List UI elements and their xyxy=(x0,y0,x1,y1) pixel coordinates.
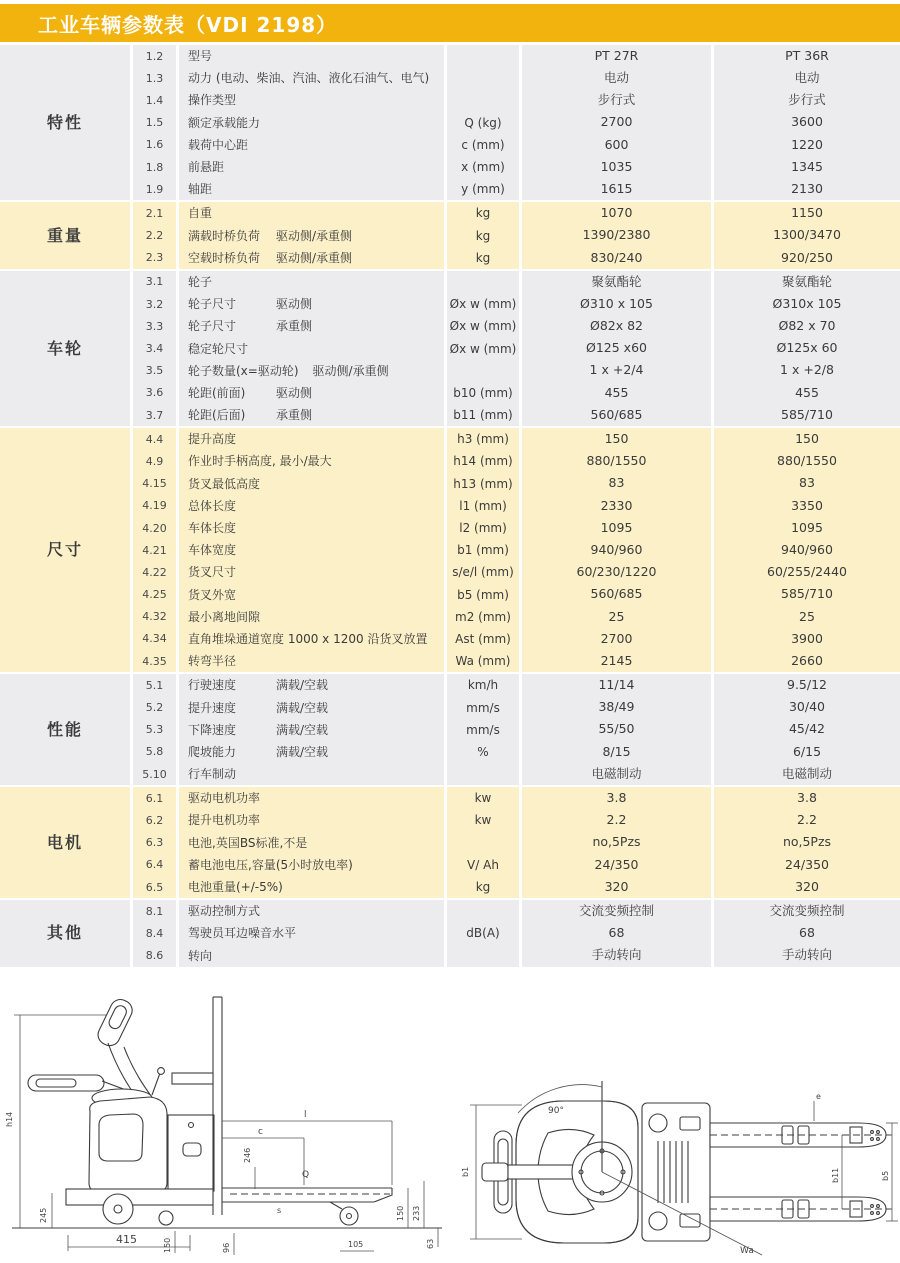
row-no: 1.5 xyxy=(133,112,176,134)
row-desc xyxy=(179,315,444,337)
row-unit: c (mm) xyxy=(447,134,519,156)
row-unit: km/h xyxy=(447,674,519,696)
row-desc xyxy=(179,382,444,404)
row-desc-sub: 驱动侧/承重侧 xyxy=(276,228,353,243)
row-value-model2: 1220 xyxy=(714,134,900,156)
row-value-model1: 聚氨酯轮 xyxy=(522,271,711,293)
row-no: 4.15 xyxy=(133,473,176,495)
row-value-model2: 9.5/12 xyxy=(714,674,900,696)
row-no: 6.4 xyxy=(133,854,176,876)
section-label: 其他 xyxy=(0,900,130,967)
row-desc xyxy=(179,539,444,561)
row-value-model1: 2700 xyxy=(522,628,711,650)
row-value-model2: 45/42 xyxy=(714,719,900,741)
dim-233: 233 xyxy=(412,1205,421,1221)
dim-wa: Wa xyxy=(740,1246,754,1256)
row-value-model1: 1615 xyxy=(522,178,711,200)
dim-150a: 150 xyxy=(163,1237,172,1253)
row-desc xyxy=(179,473,444,495)
row-value-model2: 940/960 xyxy=(714,539,900,561)
row-no: 5.1 xyxy=(133,674,176,696)
row-value-model1: 电磁制动 xyxy=(522,763,711,785)
row-value-model1: 1 x +2/4 xyxy=(522,360,711,382)
row-value-model2: Ø125x 60 xyxy=(714,337,900,359)
row-value-model1: 68 xyxy=(522,922,711,944)
row-desc xyxy=(179,134,444,156)
row-no: 4.34 xyxy=(133,628,176,650)
row-no: 2.1 xyxy=(133,202,176,224)
row-desc-main: 轮子数量(x=驱动轮) xyxy=(188,363,299,378)
row-unit xyxy=(447,67,519,89)
row-unit: kg xyxy=(447,247,519,269)
top-view-drawing xyxy=(452,1073,900,1263)
row-unit: Ast (mm) xyxy=(447,628,519,650)
section-label: 电机 xyxy=(0,787,130,898)
row-value-model2: Ø310x 105 xyxy=(714,293,900,315)
row-desc xyxy=(179,787,444,809)
row-desc-main: 提升电机功率 xyxy=(188,813,261,828)
row-no: 3.5 xyxy=(133,360,176,382)
dim-246: 246 xyxy=(243,1147,252,1163)
row-desc-main: 稳定轮尺寸 xyxy=(188,341,249,356)
row-no: 5.10 xyxy=(133,763,176,785)
row-value-model1: 940/960 xyxy=(522,539,711,561)
row-no: 3.7 xyxy=(133,404,176,426)
page-header xyxy=(0,4,900,42)
row-unit: s/e/l (mm) xyxy=(447,561,519,583)
row-unit: m2 (mm) xyxy=(447,606,519,628)
row-value-model2: 1 x +2/8 xyxy=(714,360,900,382)
row-value-model1: 1390/2380 xyxy=(522,225,711,247)
row-desc-sub: 驱动侧/承重侧 xyxy=(276,250,353,265)
row-value-model1: 交流变频控制 xyxy=(522,900,711,922)
row-no: 3.3 xyxy=(133,315,176,337)
row-desc-main: 驾驶员耳边噪音水平 xyxy=(188,926,297,941)
row-no: 3.6 xyxy=(133,382,176,404)
row-value-model1: 1070 xyxy=(522,202,711,224)
row-desc-sub: 驱动侧/承重侧 xyxy=(312,363,389,378)
row-desc-main: 载荷中心距 xyxy=(188,137,249,152)
technical-drawings xyxy=(0,985,900,1263)
row-unit: kg xyxy=(447,225,519,247)
row-desc-sub: 驱动侧 xyxy=(276,385,313,400)
row-value-model2: 3350 xyxy=(714,495,900,517)
row-unit: Q (kg) xyxy=(447,112,519,134)
row-value-model2: 2660 xyxy=(714,650,900,672)
row-no: 8.6 xyxy=(133,945,176,967)
dim-96: 96 xyxy=(222,1242,231,1253)
section-label: 重量 xyxy=(0,202,130,269)
row-value-model1: 150 xyxy=(522,428,711,450)
page-title: 工业车辆参数表（VDI 2198） xyxy=(38,12,338,37)
row-desc xyxy=(179,719,444,741)
row-unit: Wa (mm) xyxy=(447,650,519,672)
row-desc xyxy=(179,271,444,293)
row-value-model2: 150 xyxy=(714,428,900,450)
row-value-model2: 电动 xyxy=(714,67,900,89)
section-label: 性能 xyxy=(0,674,130,785)
dim-415: 415 xyxy=(116,1233,137,1246)
dim-h14: h14 xyxy=(5,1111,14,1127)
row-value-model2: PT 36R xyxy=(714,45,900,67)
row-unit: h14 (mm) xyxy=(447,450,519,472)
row-desc-main: 轮子尺寸 xyxy=(188,319,237,334)
row-desc xyxy=(179,247,444,269)
row-unit: mm/s xyxy=(447,719,519,741)
row-desc-main: 爬坡能力 xyxy=(188,744,237,759)
row-desc xyxy=(179,225,444,247)
row-desc-sub: 驱动侧 xyxy=(276,297,313,312)
row-desc-sub: 承重侧 xyxy=(276,319,313,334)
row-value-model1: 电动 xyxy=(522,67,711,89)
row-value-model1: 2330 xyxy=(522,495,711,517)
row-desc-main: 直角堆垛通道宽度 1000 x 1200 沿货叉放置 xyxy=(188,631,428,646)
row-desc-main: 操作类型 xyxy=(188,93,237,108)
row-desc-main: 作业时手柄高度, 最小/最大 xyxy=(188,454,332,469)
row-desc-main: 提升速度 xyxy=(188,700,237,715)
row-desc-main: 车体长度 xyxy=(188,521,237,536)
row-value-model1: 60/230/1220 xyxy=(522,561,711,583)
row-unit: h13 (mm) xyxy=(447,473,519,495)
row-desc xyxy=(179,404,444,426)
row-unit: kw xyxy=(447,809,519,831)
row-desc xyxy=(179,628,444,650)
row-desc xyxy=(179,293,444,315)
row-unit: l2 (mm) xyxy=(447,517,519,539)
row-unit xyxy=(447,271,519,293)
row-value-model2: 1345 xyxy=(714,156,900,178)
row-desc xyxy=(179,741,444,763)
row-unit: % xyxy=(447,741,519,763)
row-value-model2: 3.8 xyxy=(714,787,900,809)
row-value-model1: 步行式 xyxy=(522,89,711,111)
section-label: 车轮 xyxy=(0,271,130,426)
row-no: 8.4 xyxy=(133,922,176,944)
row-desc xyxy=(179,561,444,583)
row-desc xyxy=(179,178,444,200)
row-desc-main: 动力 (电动、柴油、汽油、液化石油气、电气) xyxy=(188,71,430,86)
spec-table xyxy=(0,45,900,969)
row-no: 1.3 xyxy=(133,67,176,89)
row-value-model1: 830/240 xyxy=(522,247,711,269)
row-desc xyxy=(179,156,444,178)
row-no: 6.2 xyxy=(133,809,176,831)
row-value-model1: 560/685 xyxy=(522,584,711,606)
row-value-model2: 交流变频控制 xyxy=(714,900,900,922)
row-desc-main: 货叉最低高度 xyxy=(188,476,261,491)
row-value-model2: 3900 xyxy=(714,628,900,650)
row-desc-sub: 满载/空载 xyxy=(276,722,329,737)
row-unit: b5 (mm) xyxy=(447,584,519,606)
row-value-model2: 聚氨酯轮 xyxy=(714,271,900,293)
row-no: 1.9 xyxy=(133,178,176,200)
row-no: 2.2 xyxy=(133,225,176,247)
row-unit: l1 (mm) xyxy=(447,495,519,517)
row-desc xyxy=(179,202,444,224)
row-value-model1: 24/350 xyxy=(522,854,711,876)
row-desc-main: 下降速度 xyxy=(188,722,237,737)
dim-245: 245 xyxy=(39,1207,48,1223)
dim-90deg: 90° xyxy=(548,1106,564,1116)
row-desc xyxy=(179,89,444,111)
row-no: 6.3 xyxy=(133,832,176,854)
row-no: 8.1 xyxy=(133,900,176,922)
row-value-model2: 电磁制动 xyxy=(714,763,900,785)
row-value-model1: 560/685 xyxy=(522,404,711,426)
row-desc-main: 轮距(后面) xyxy=(188,408,246,423)
row-desc-sub: 满载/空载 xyxy=(276,700,329,715)
row-unit: kg xyxy=(447,876,519,898)
row-unit xyxy=(447,89,519,111)
row-unit: x (mm) xyxy=(447,156,519,178)
row-value-model2: 68 xyxy=(714,922,900,944)
row-desc xyxy=(179,832,444,854)
row-unit: kg xyxy=(447,202,519,224)
row-value-model2: 880/1550 xyxy=(714,450,900,472)
row-desc-main: 驱动控制方式 xyxy=(188,904,261,919)
row-desc-sub: 满载/空载 xyxy=(276,744,329,759)
row-value-model2: 83 xyxy=(714,473,900,495)
row-desc-main: 驱动电机功率 xyxy=(188,791,261,806)
row-value-model1: 600 xyxy=(522,134,711,156)
row-no: 4.21 xyxy=(133,539,176,561)
row-value-model1: no,5Pzs xyxy=(522,832,711,854)
dim-63: 63 xyxy=(426,1238,435,1249)
row-desc xyxy=(179,495,444,517)
row-desc-main: 自重 xyxy=(188,206,213,221)
row-value-model2: 2130 xyxy=(714,178,900,200)
row-value-model1: 11/14 xyxy=(522,674,711,696)
dim-105: 105 xyxy=(348,1240,364,1249)
row-desc-main: 车体宽度 xyxy=(188,543,237,558)
row-value-model1: 2145 xyxy=(522,650,711,672)
row-desc xyxy=(179,606,444,628)
row-desc-main: 转向 xyxy=(188,948,213,963)
row-desc-main: 空载时桥负荷 xyxy=(188,250,261,265)
row-desc xyxy=(179,584,444,606)
row-desc xyxy=(179,674,444,696)
section-label: 特性 xyxy=(0,45,130,200)
row-value-model2: 60/255/2440 xyxy=(714,561,900,583)
row-desc-main: 转弯半径 xyxy=(188,654,237,669)
row-desc-main: 前悬距 xyxy=(188,160,225,175)
row-value-model1: Ø310 x 105 xyxy=(522,293,711,315)
spec-section xyxy=(0,674,900,785)
row-no: 4.4 xyxy=(133,428,176,450)
row-desc xyxy=(179,650,444,672)
row-desc xyxy=(179,900,444,922)
spec-section xyxy=(0,900,900,967)
spec-section xyxy=(0,787,900,898)
dim-c: c xyxy=(258,1127,263,1137)
row-desc xyxy=(179,763,444,785)
row-value-model2: 1095 xyxy=(714,517,900,539)
row-value-model1: 455 xyxy=(522,382,711,404)
row-value-model1: Ø125 x60 xyxy=(522,337,711,359)
row-value-model1: 2.2 xyxy=(522,809,711,831)
row-unit xyxy=(447,832,519,854)
row-unit: kw xyxy=(447,787,519,809)
row-value-model1: 83 xyxy=(522,473,711,495)
row-no: 6.5 xyxy=(133,876,176,898)
row-no: 5.8 xyxy=(133,741,176,763)
row-no: 4.19 xyxy=(133,495,176,517)
row-value-model2: 585/710 xyxy=(714,584,900,606)
row-desc xyxy=(179,112,444,134)
dim-b1: b1 xyxy=(461,1166,470,1177)
row-desc-main: 提升高度 xyxy=(188,432,237,447)
row-desc-main: 满载时桥负荷 xyxy=(188,228,261,243)
dim-s: s xyxy=(277,1206,282,1215)
row-desc xyxy=(179,809,444,831)
row-value-model2: 手动转向 xyxy=(714,945,900,967)
row-value-model2: 24/350 xyxy=(714,854,900,876)
row-unit xyxy=(447,45,519,67)
row-value-model2: 25 xyxy=(714,606,900,628)
row-value-model1: PT 27R xyxy=(522,45,711,67)
row-value-model1: Ø82x 82 xyxy=(522,315,711,337)
row-unit xyxy=(447,763,519,785)
row-value-model2: 1300/3470 xyxy=(714,225,900,247)
row-desc xyxy=(179,45,444,67)
dim-q: Q xyxy=(302,1170,310,1180)
row-no: 5.3 xyxy=(133,719,176,741)
row-desc xyxy=(179,428,444,450)
row-value-model2: 455 xyxy=(714,382,900,404)
row-value-model2: 2.2 xyxy=(714,809,900,831)
row-desc-main: 货叉外宽 xyxy=(188,587,237,602)
row-desc xyxy=(179,854,444,876)
row-no: 4.35 xyxy=(133,650,176,672)
row-unit: V/ Ah xyxy=(447,854,519,876)
row-unit: Øx w (mm) xyxy=(447,315,519,337)
row-desc-main: 最小离地间隙 xyxy=(188,609,261,624)
row-no: 1.8 xyxy=(133,156,176,178)
row-value-model1: 320 xyxy=(522,876,711,898)
row-value-model2: no,5Pzs xyxy=(714,832,900,854)
row-value-model1: 1035 xyxy=(522,156,711,178)
row-value-model1: 3.8 xyxy=(522,787,711,809)
row-unit: Øx w (mm) xyxy=(447,337,519,359)
row-desc-main: 电池,英国BS标准,不是 xyxy=(188,835,308,850)
row-desc xyxy=(179,945,444,967)
row-desc xyxy=(179,450,444,472)
dim-b11: b11 xyxy=(831,1167,840,1183)
row-no: 4.9 xyxy=(133,450,176,472)
dim-b5: b5 xyxy=(881,1170,890,1181)
row-no: 1.2 xyxy=(133,45,176,67)
row-no: 3.2 xyxy=(133,293,176,315)
row-value-model1: 880/1550 xyxy=(522,450,711,472)
row-unit xyxy=(447,900,519,922)
row-desc-sub: 承重侧 xyxy=(276,408,313,423)
spec-section xyxy=(0,45,900,200)
dim-l: l xyxy=(304,1110,307,1120)
row-desc-main: 货叉尺寸 xyxy=(188,565,237,580)
row-unit xyxy=(447,360,519,382)
row-value-model1: 2700 xyxy=(522,112,711,134)
row-no: 1.6 xyxy=(133,134,176,156)
row-desc xyxy=(179,922,444,944)
row-unit: mm/s xyxy=(447,696,519,718)
row-value-model2: 30/40 xyxy=(714,696,900,718)
row-desc-main: 轮距(前面) xyxy=(188,385,246,400)
spec-section xyxy=(0,202,900,269)
row-value-model2: 3600 xyxy=(714,112,900,134)
row-unit: b10 (mm) xyxy=(447,382,519,404)
row-desc-main: 轴距 xyxy=(188,182,213,197)
row-no: 1.4 xyxy=(133,89,176,111)
row-unit: y (mm) xyxy=(447,178,519,200)
row-value-model2: 585/710 xyxy=(714,404,900,426)
side-view-drawing xyxy=(0,985,452,1263)
row-no: 5.2 xyxy=(133,696,176,718)
row-desc-main: 电池重量(+/-5%) xyxy=(188,880,283,895)
row-value-model1: 手动转向 xyxy=(522,945,711,967)
row-no: 3.4 xyxy=(133,337,176,359)
row-desc xyxy=(179,360,444,382)
row-unit: b1 (mm) xyxy=(447,539,519,561)
row-no: 4.32 xyxy=(133,606,176,628)
row-no: 6.1 xyxy=(133,787,176,809)
row-unit xyxy=(447,945,519,967)
row-unit: h3 (mm) xyxy=(447,428,519,450)
row-value-model1: 38/49 xyxy=(522,696,711,718)
row-value-model2: 1150 xyxy=(714,202,900,224)
row-value-model2: Ø82 x 70 xyxy=(714,315,900,337)
row-value-model1: 8/15 xyxy=(522,741,711,763)
row-value-model2: 320 xyxy=(714,876,900,898)
row-no: 4.22 xyxy=(133,561,176,583)
row-desc-main: 行车制动 xyxy=(188,767,237,782)
spec-section xyxy=(0,271,900,426)
row-desc-main: 行驶速度 xyxy=(188,678,237,693)
row-no: 4.25 xyxy=(133,584,176,606)
spec-section xyxy=(0,428,900,672)
row-no: 4.20 xyxy=(133,517,176,539)
row-value-model2: 920/250 xyxy=(714,247,900,269)
dim-150b: 150 xyxy=(396,1205,405,1221)
row-value-model1: 1095 xyxy=(522,517,711,539)
row-desc-main: 蓄电池电压,容量(5小时放电率) xyxy=(188,857,353,872)
row-desc xyxy=(179,876,444,898)
section-label: 尺寸 xyxy=(0,428,130,672)
row-desc-main: 型号 xyxy=(188,49,213,64)
row-desc xyxy=(179,337,444,359)
row-unit: Øx w (mm) xyxy=(447,293,519,315)
row-desc xyxy=(179,67,444,89)
row-value-model1: 25 xyxy=(522,606,711,628)
row-unit: b11 (mm) xyxy=(447,404,519,426)
row-desc-sub: 满载/空载 xyxy=(276,678,329,693)
row-desc-main: 总体长度 xyxy=(188,498,237,513)
row-no: 2.3 xyxy=(133,247,176,269)
row-desc-main: 额定承载能力 xyxy=(188,115,261,130)
row-desc-main: 轮子尺寸 xyxy=(188,297,237,312)
row-value-model2: 步行式 xyxy=(714,89,900,111)
dim-e: e xyxy=(816,1092,821,1101)
row-no: 3.1 xyxy=(133,271,176,293)
row-desc xyxy=(179,517,444,539)
row-unit: dB(A) xyxy=(447,922,519,944)
row-desc xyxy=(179,696,444,718)
row-value-model2: 6/15 xyxy=(714,741,900,763)
row-desc-main: 轮子 xyxy=(188,274,213,289)
row-value-model1: 55/50 xyxy=(522,719,711,741)
